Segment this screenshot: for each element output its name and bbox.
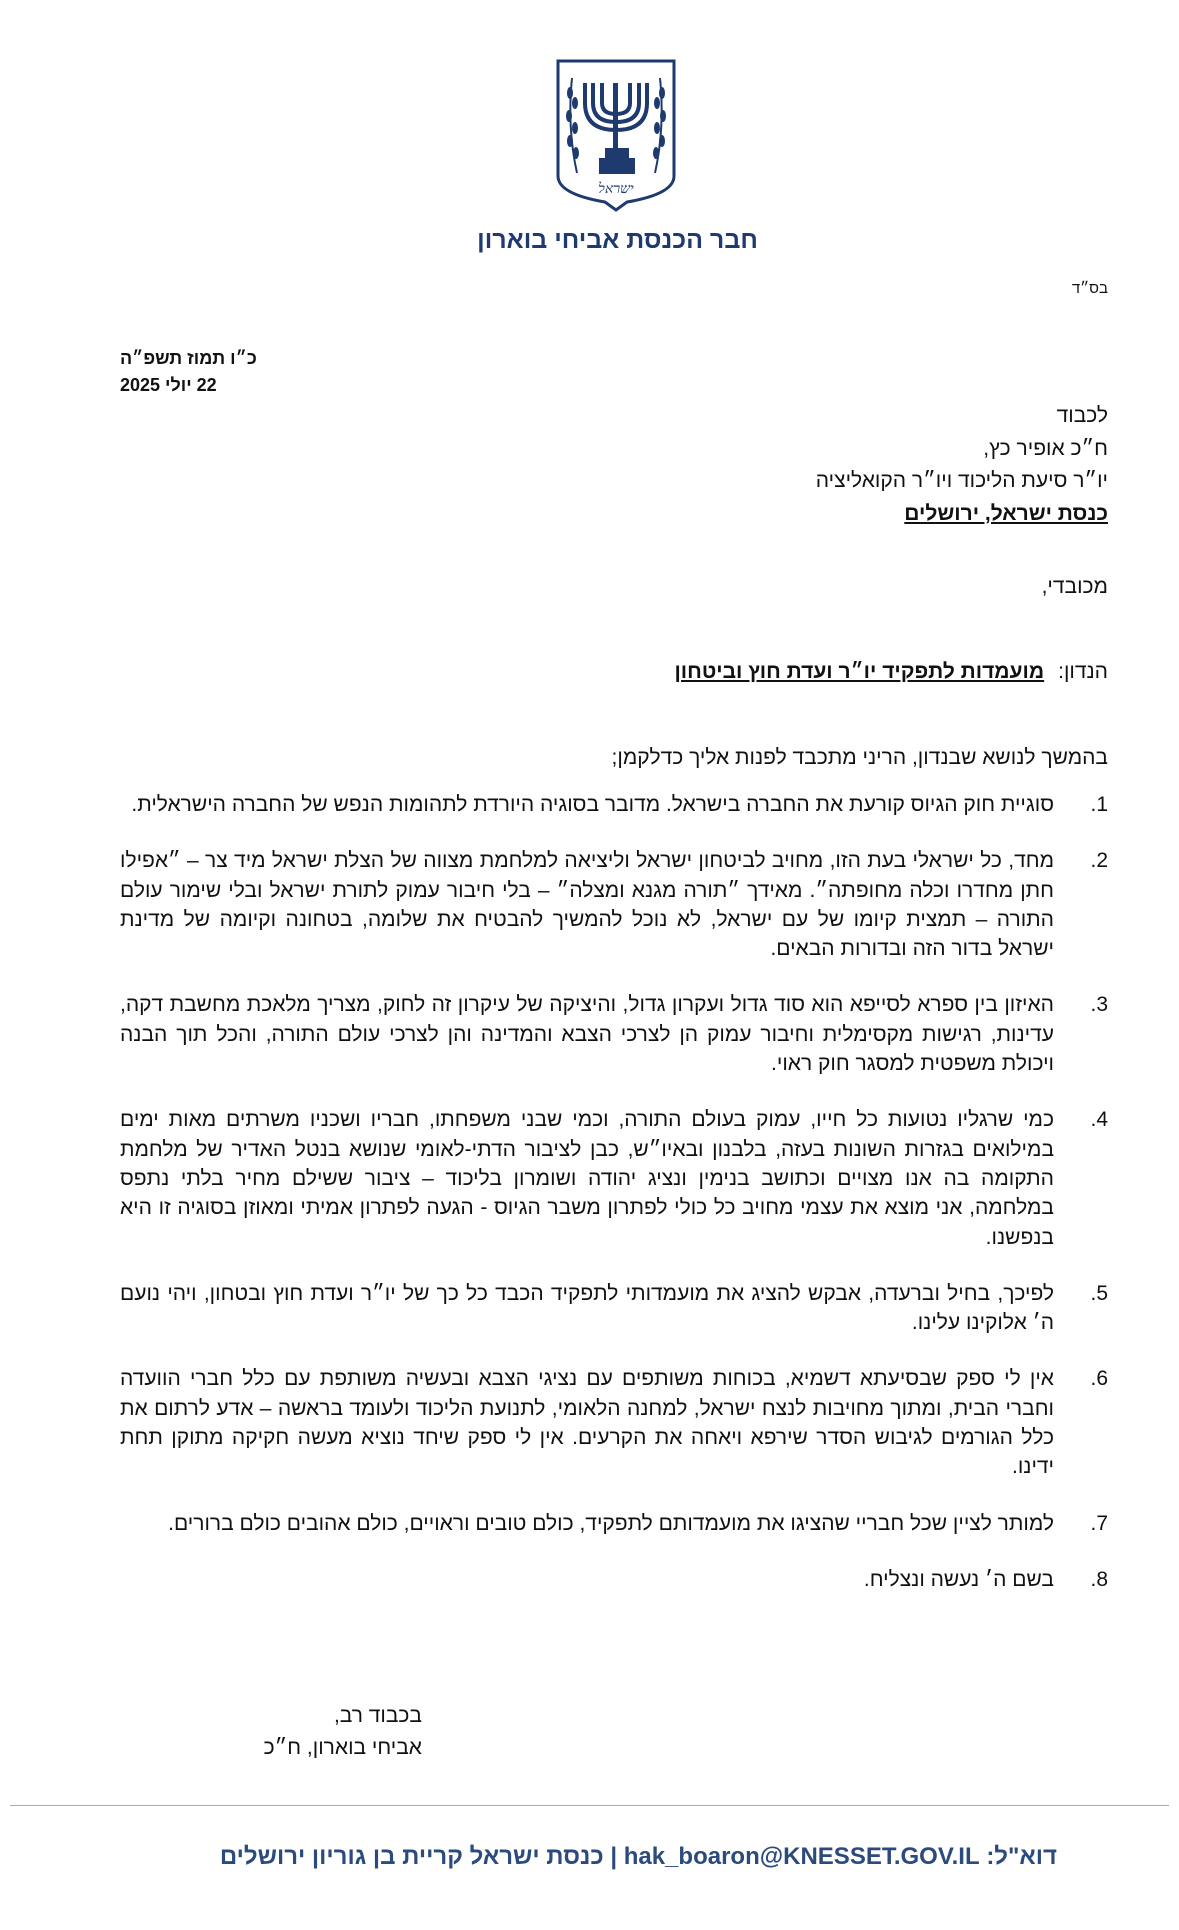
footer-contact <box>220 1843 1057 1871</box>
svg-text:ישראל: ישראל <box>598 182 634 197</box>
item-text: האיזון בין ספרא לסייפא הוא סוד גדול ועקרון גדול, והיציקה של עיקרון זה לחוק, מצריך מלאכת מחשבת דקה, עדינות, רגישות מקסימלית וחיבור עמוק הן לצרכי הצבא והמדינה והן לצרכי עולם התורה, והכל תוך הבנה ויכולת משפטית למסגר חוק ראוי. <box>120 993 1054 1076</box>
item-text: בשם ה׳ נעשה ונצליח. <box>863 1567 1054 1591</box>
hebrew-date: כ״ו תמוז תשפ״ה <box>120 348 257 368</box>
subject-label: הנדון: <box>1058 660 1108 683</box>
item-number: 2. <box>1090 849 1108 873</box>
email-label: דוא"ל: <box>986 1843 1057 1870</box>
state-emblem-logo <box>555 58 677 212</box>
footer-divider <box>10 1805 1169 1806</box>
signature-block <box>180 1700 422 1764</box>
item-number: 4. <box>1090 1108 1108 1132</box>
list-item <box>120 846 1108 963</box>
greeting: מכובדי, <box>1041 575 1108 598</box>
item-text: מחד, כל ישראלי בעת הזו, מחויב לביטחון ישראל וליציאה למלחמת מצווה של הצלת ישראל מיד צר – ״אפילו חתן מחדרו וכלה מחופתה״. מאידך ״תורה מגנא ומצלה״ – בלי חיבור עמוק לתורת ישראל ובלי שימור עולם התורה – תמצית קיומו של עם ישראל, לא נוכל להמשיך להבטיח את שלומה, בטחונה וקיומה של מדינת ישראל בדור הזה ובדורות הבאים. <box>120 849 1054 961</box>
addressee-name: ח״כ אופיר כץ, <box>983 436 1108 460</box>
subject-line <box>674 660 1108 684</box>
item-number: 3. <box>1090 993 1108 1017</box>
date-block <box>120 345 257 399</box>
item-number: 1. <box>1090 793 1108 816</box>
item-text: כמי שרגליו נטועות כל חייו, עמוק בעולם התורה, וכמי שבני משפחתו, חבריו ושכניו משרתים מאות ימים במילואים בגזרות השונות בעזה, בלבנון ובאיו״ש, כבן לציבור הדתי-לאומי שנושא בנטל האדיר של מלחמת התקומה בה אנו מצויים וכתושב בנימין ונציג יהודה ושומרון בליכוד – ציבור ששילם מחיר בלתי נתפס במלחמה, אני מוצא את עצמי מחויב כל כולי לפתרון משבר הגיוס - הגעה לפתרון אמיתי ומאוזן בסוגיה זו היא בנפשנו. <box>120 1108 1054 1249</box>
item-number: 6. <box>1090 1367 1108 1391</box>
closing: בכבוד רב, <box>333 1704 422 1727</box>
letterhead-title: חבר הכנסת אביחי בוארון <box>477 226 758 254</box>
list-item <box>120 1364 1108 1481</box>
bsd-mark: בס״ד <box>1071 280 1108 297</box>
list-item <box>120 1105 1108 1251</box>
list-item <box>120 1509 1108 1538</box>
intro-paragraph: בהמשך לנושא שבנדון, הריני מתכבד לפנות אליך כדלקמן; <box>611 746 1108 769</box>
list-item <box>120 790 1108 819</box>
footer-separator: | <box>610 1843 618 1870</box>
list-item <box>120 1279 1108 1338</box>
addressee-block <box>816 400 1108 530</box>
item-number: 5. <box>1090 1281 1108 1305</box>
item-number: 7. <box>1090 1511 1108 1535</box>
addressee-place: כנסת ישראל, ירושלים <box>904 501 1108 525</box>
numbered-list <box>120 790 1108 1621</box>
item-text: למותר לציין שכל חבריי שהציגו את מועמדותם לתפקיד, כולם טובים וראויים, כולם אהובים כולם ברורים. <box>168 1511 1054 1535</box>
signer-name: אביחי בוארון, ח״כ <box>263 1736 422 1759</box>
addressee-role: יו״ר סיעת הליכוד ויו״ר הקואליציה <box>815 469 1108 492</box>
list-item <box>120 990 1108 1078</box>
item-text: סוגיית חוק הגיוס קורעת את החברה בישראל. מדובר בסוגיה היורדת לתהומות הנפש של החברה הישראלית. <box>131 793 1054 816</box>
item-text: לפיכך, בחיל וברעדה, אבקש להציג את מועמדותי לתפקיד הכבד כל כך של יו״ר ועדת חוץ ובטחון, ויהי נועם ה׳ אלוקינו עלינו. <box>120 1281 1054 1335</box>
addressee-to: לכבוד <box>1056 404 1108 427</box>
email-link[interactable]: hak_boaron@KNESSET.GOV.IL <box>623 1843 980 1870</box>
list-item <box>120 1565 1108 1594</box>
subject-text: מועמדות לתפקיד יו״ר ועדת חוץ וביטחון <box>674 660 1045 683</box>
item-text: אין לי ספק שבסיעתא דשמיא, בכוחות משותפים עם נציגי הצבא ובעשיה משותפת עם כלל חברי הוועדה וחברי הבית, ומתוך מחויבות לנצח ישראל, למחנה הלאומי, לתנועת הליכוד ולעומד בראשה – אדע לרתום את כלל הגורמים לגיבוש הסדר שירפא ויאחה את הקרעים. אין לי ספק שיחד נוציא מעשה חקיקה מתוקן תחת ידינו. <box>120 1367 1054 1479</box>
item-number: 8. <box>1090 1567 1108 1591</box>
footer-address: כנסת ישראל קריית בן גוריון ירושלים <box>219 1843 604 1870</box>
gregorian-date: 22 יולי 2025 <box>120 375 217 395</box>
